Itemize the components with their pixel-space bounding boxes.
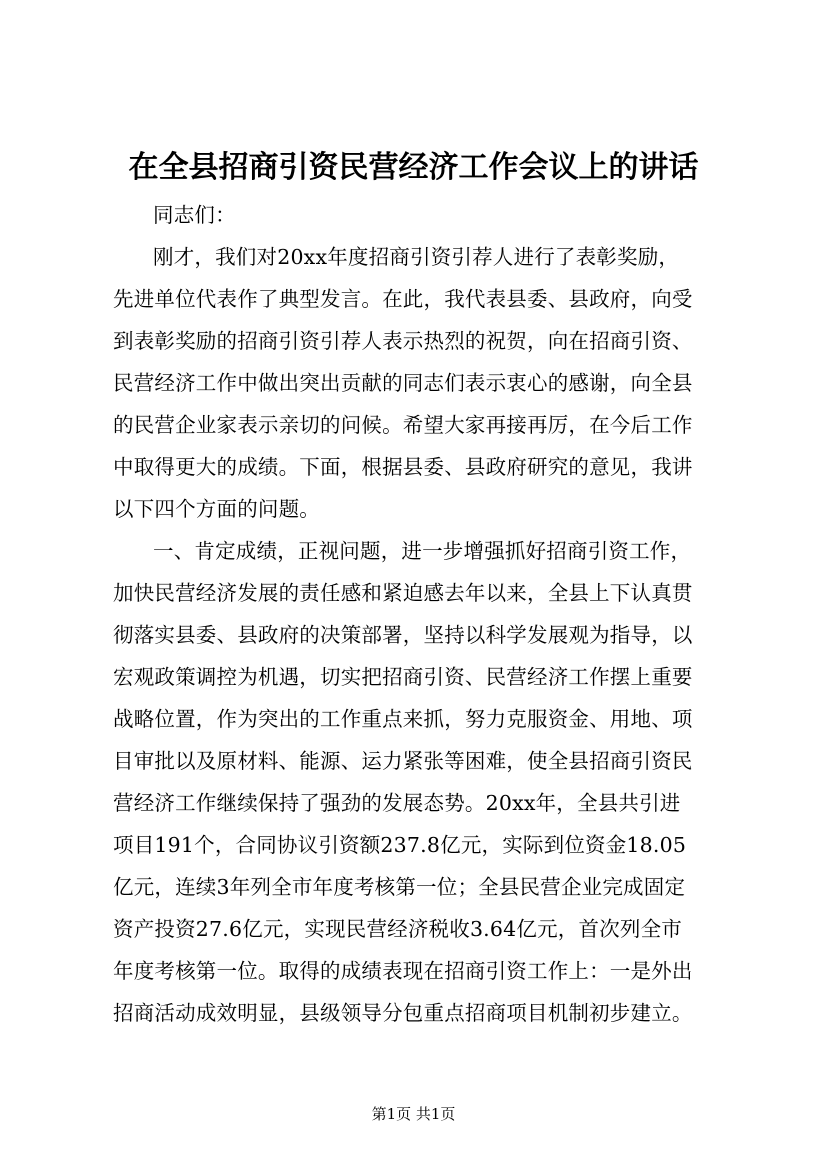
body-line: 宏观政策调控为机遇，切实把招商引资、民营经济工作摆上重要 xyxy=(113,665,693,689)
body-line: 营经济工作继续保持了强劲的发展态势。20xx年，全县共引进 xyxy=(113,791,681,815)
body-line: 目审批以及原材料、能源、运力紧张等困难，使全县招商引资民 xyxy=(113,749,693,773)
page-title: 在全县招商引资民营经济工作会议上的讲话 xyxy=(128,150,699,185)
body-line: 战略位置，作为突出的工作重点来抓，努力克服资金、用地、项 xyxy=(113,707,693,731)
body-line: 项目191个，合同协议引资额237.8亿元，实际到位资金18.05 xyxy=(113,833,687,857)
body-line: 招商活动成效明显，县级领导分包重点招商项目机制初步建立。 xyxy=(113,1001,693,1025)
body-line: 刚才，我们对20xx年度招商引资引荐人进行了表彰奖励， xyxy=(153,245,680,269)
body-line: 到表彰奖励的招商引资引荐人表示热烈的祝贺，向在招商引资、 xyxy=(113,329,693,353)
body-line: 的民营企业家表示亲切的问候。希望大家再接再厉，在今后工作 xyxy=(113,413,693,437)
body-line: 民营经济工作中做出突出贡献的同志们表示衷心的感谢，向全县 xyxy=(113,371,693,395)
body-line: 同志们： xyxy=(153,203,236,227)
body-line: 资产投资27.6亿元，实现民营经济税收3.64亿元，首次列全市 xyxy=(113,917,682,941)
body-line: 加快民营经济发展的责任感和紧迫感去年以来，全县上下认真贯 xyxy=(113,581,693,605)
body-line: 以下四个方面的问题。 xyxy=(113,497,320,521)
body-line: 先进单位代表作了典型发言。在此，我代表县委、县政府，向受 xyxy=(113,287,693,311)
body-line: 亿元，连续3年列全市年度考核第一位；全县民营企业完成固定 xyxy=(113,875,686,899)
body-line: 年度考核第一位。取得的成绩表现在招商引资工作上：一是外出 xyxy=(113,959,693,983)
body-line: 中取得更大的成绩。下面，根据县委、县政府研究的意见，我讲 xyxy=(113,455,693,479)
page-number-footer: 第1页 共1页 xyxy=(371,1105,456,1123)
body-line: 彻落实县委、县政府的决策部署，坚持以科学发展观为指导，以 xyxy=(113,623,693,647)
body-line: 一、肯定成绩，正视问题，进一步增强抓好招商引资工作， xyxy=(153,539,692,563)
